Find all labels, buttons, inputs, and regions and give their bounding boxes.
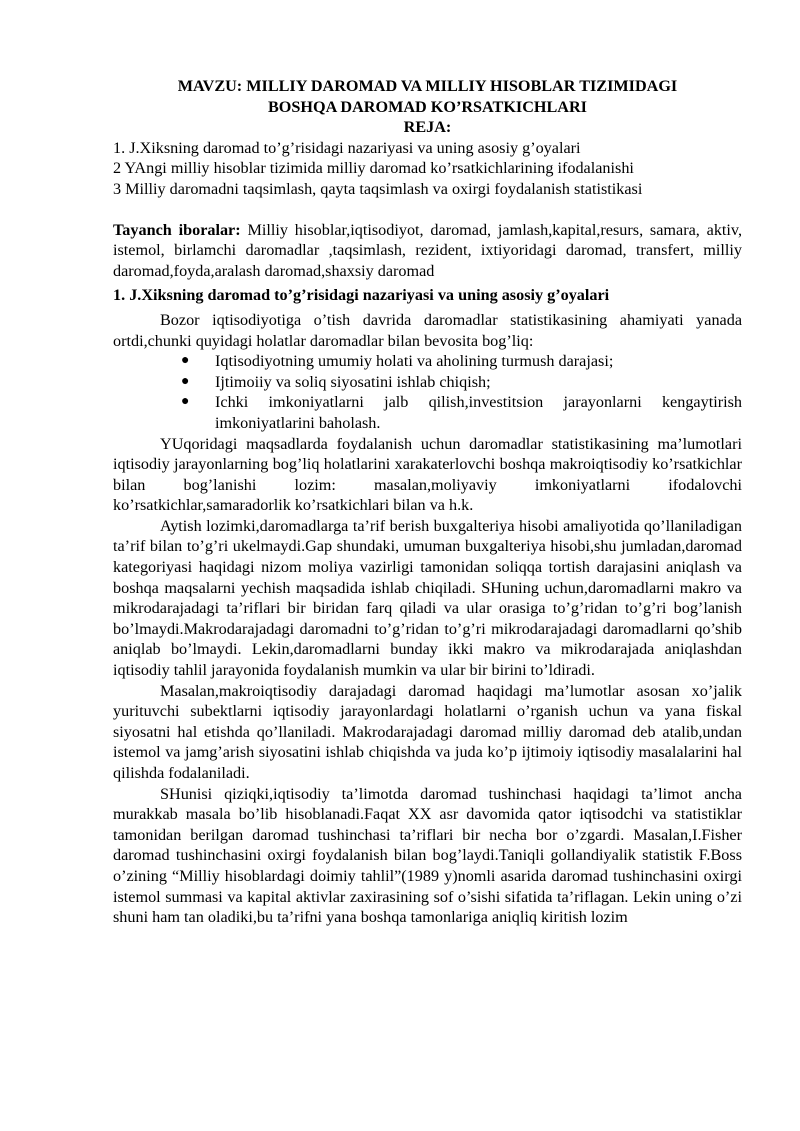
bullet-icon: ● [181, 353, 190, 369]
document-title [113, 76, 742, 117]
body-paragraph: Masalan,makroiqtisodiy darajadagi daromad haqidagi ma’lumotlar asosan xo’jalik yurituvchi subektlarni iqtisodiy jarayonlardagi holatlarni o’rganish uchun va yana fiskal siyosatni hal etishda qo’llaniladi. Makrodarajadagi daromad milliy daromad deb atalib,undan istemol va jamg’arish siyosatini ishlab chiqishda va juda ko’p ijtimoiy iqtisodiy masalalarini hal qilishda fodalaniladi. [113, 681, 742, 782]
section-heading: 1. J.Xiksning daromad to’g’risidagi nazariyasi va uning asosiy g’oyalari [113, 286, 610, 305]
bullet-item [181, 372, 742, 393]
body-paragraph: YUqoridagi maqsadlarda foydalanish uchun daromadlar statistikasining ma’lumotlari iqtisodiy jarayonlarning bog’liq holatlarini xarakaterlovchi boshqa makroiqtisodiy ko’rsatkichlar bilan bog’lanishi lozim: masalan,moliyaviy imkoniyatlarni ifodalovchi ko’rsatkichlar,samaradorlik ko’rsatkichlari bilan va h.k. [113, 434, 742, 515]
bullet-text: Ijtimoiiy va soliq siyosatini ishlab chiqish; [215, 372, 491, 391]
bullet-icon: ● [181, 394, 190, 410]
bullet-list [113, 351, 742, 433]
title-line-2: BOSHQA DAROMAD KO’RSATKICHLARI [268, 97, 587, 116]
key-terms-text: Milliy hisoblar,iqtisodiyot, daromad, jamlash,kapital,resurs, samara, aktiv, istemol, birlamchi daromadlar ,taqsimlash, rezident, ixtiyoridagi daromad, transfert, milliy daromad,foyda,aralash daromad,shaxsiy daromad [113, 220, 742, 280]
plan-item: 3 Milliy daromadni taqsimlash, qayta taqsimlash va oxirgi foydalanish statistikasi [113, 179, 643, 198]
key-terms-label: Tayanch iboralar: [113, 220, 241, 239]
plan-list [113, 138, 742, 200]
plan-item: 1. J.Xiksning daromad to’g’risidagi nazariyasi va uning asosiy g’oyalari [113, 138, 581, 157]
bullet-item [181, 351, 742, 372]
bullet-item [181, 392, 742, 433]
section-intro: Bozor iqtisodiyotiga o’tish davrida daromadlar statistikasining ahamiyati yanada ortdi,chunki quyidagi holatlar daromadlar bilan bevosita bog’liq: [113, 310, 742, 350]
bullet-icon: ● [181, 373, 190, 389]
plan-item: 2 YAngi milliy hisoblar tizimida milliy daromad ko’rsatkichlarining ifodalanishi [113, 159, 634, 178]
key-terms-paragraph [113, 220, 742, 282]
plan-label: REJA: [403, 118, 452, 137]
title-line-1: MAVZU: MILLIY DAROMAD VA MILLIY HISOBLAR TIZIMIDAGI [177, 77, 678, 95]
bullet-text: Ichki imkoniyatlarni jalb qilish,investitsion jarayonlarni kengaytirish imkoniyatlarini baholash. [215, 393, 742, 432]
body-paragraph: SHunisi qiziqki,iqtisodiy ta’limotda daromad tushinchasi haqidagi ta’limot ancha murakkab masala bo’lib hisoblanadi.Faqat XX asr davomida qator iqtisodchi va statistiklar tamonidan berilgan daromad tushinchasi ta’riflari bir necha bor o’zgardi. Masalan,I.Fisher daromad tushinchasini oxirgi foydalanish bilan bog’laydi.Taniqli gollandiyalik statistik F.Boss o’zining “Milliy hisoblardagi doimiy tahlil”(1989 y)nomli asarida daromad tushinchasini oxirgi istemol summasi va kapital aktivlar zaxirasining sof o’sishi sifatida ta’riflagan. Lekin uning o’zi shuni ham tan oladiki,bu ta’rifni yana boshqa tamonlariga aniqliq kiritish lozim [113, 784, 742, 927]
body-paragraph: Aytish lozimki,daromadlarga ta’rif berish buxgalteriya hisobi amaliyotida qo’llaniladigan ta’rif bilan to’g’ri ukelmaydi.Gap shundaki, umuman buxgalteriya hisobi,shu jumladan,daromad kategoriyasi haqidagi nizom moliya vazirligi tamonidan soliqqa tortish darajasini aniqlash va boshqa maqsalarni yechish maqsadida ishlab chiqiladi. SHuning uchun,daromadlarni makro va mikrodarajadagi ta’riflari bir biridan farq qiladi va ular orasiga to’g’ridan to’g’ri bog’lanish bo’lmaydi.Makrodarajadagi daromadni to’g’ridan to’g’ri mikrodarajadagi daromadlarni qo’shib aniqlab bo’lmaydi. Lekin,daromadlarni bunday ikki makro va mikrodarajada aniqlashdan iqtisodiy tahlil jarayonida foydalanish mumkin va ular bir birini to’ldiradi. [113, 516, 742, 680]
bullet-text: Iqtisodiyotning umumiy holati va aholining turmush darajasi; [215, 352, 614, 371]
